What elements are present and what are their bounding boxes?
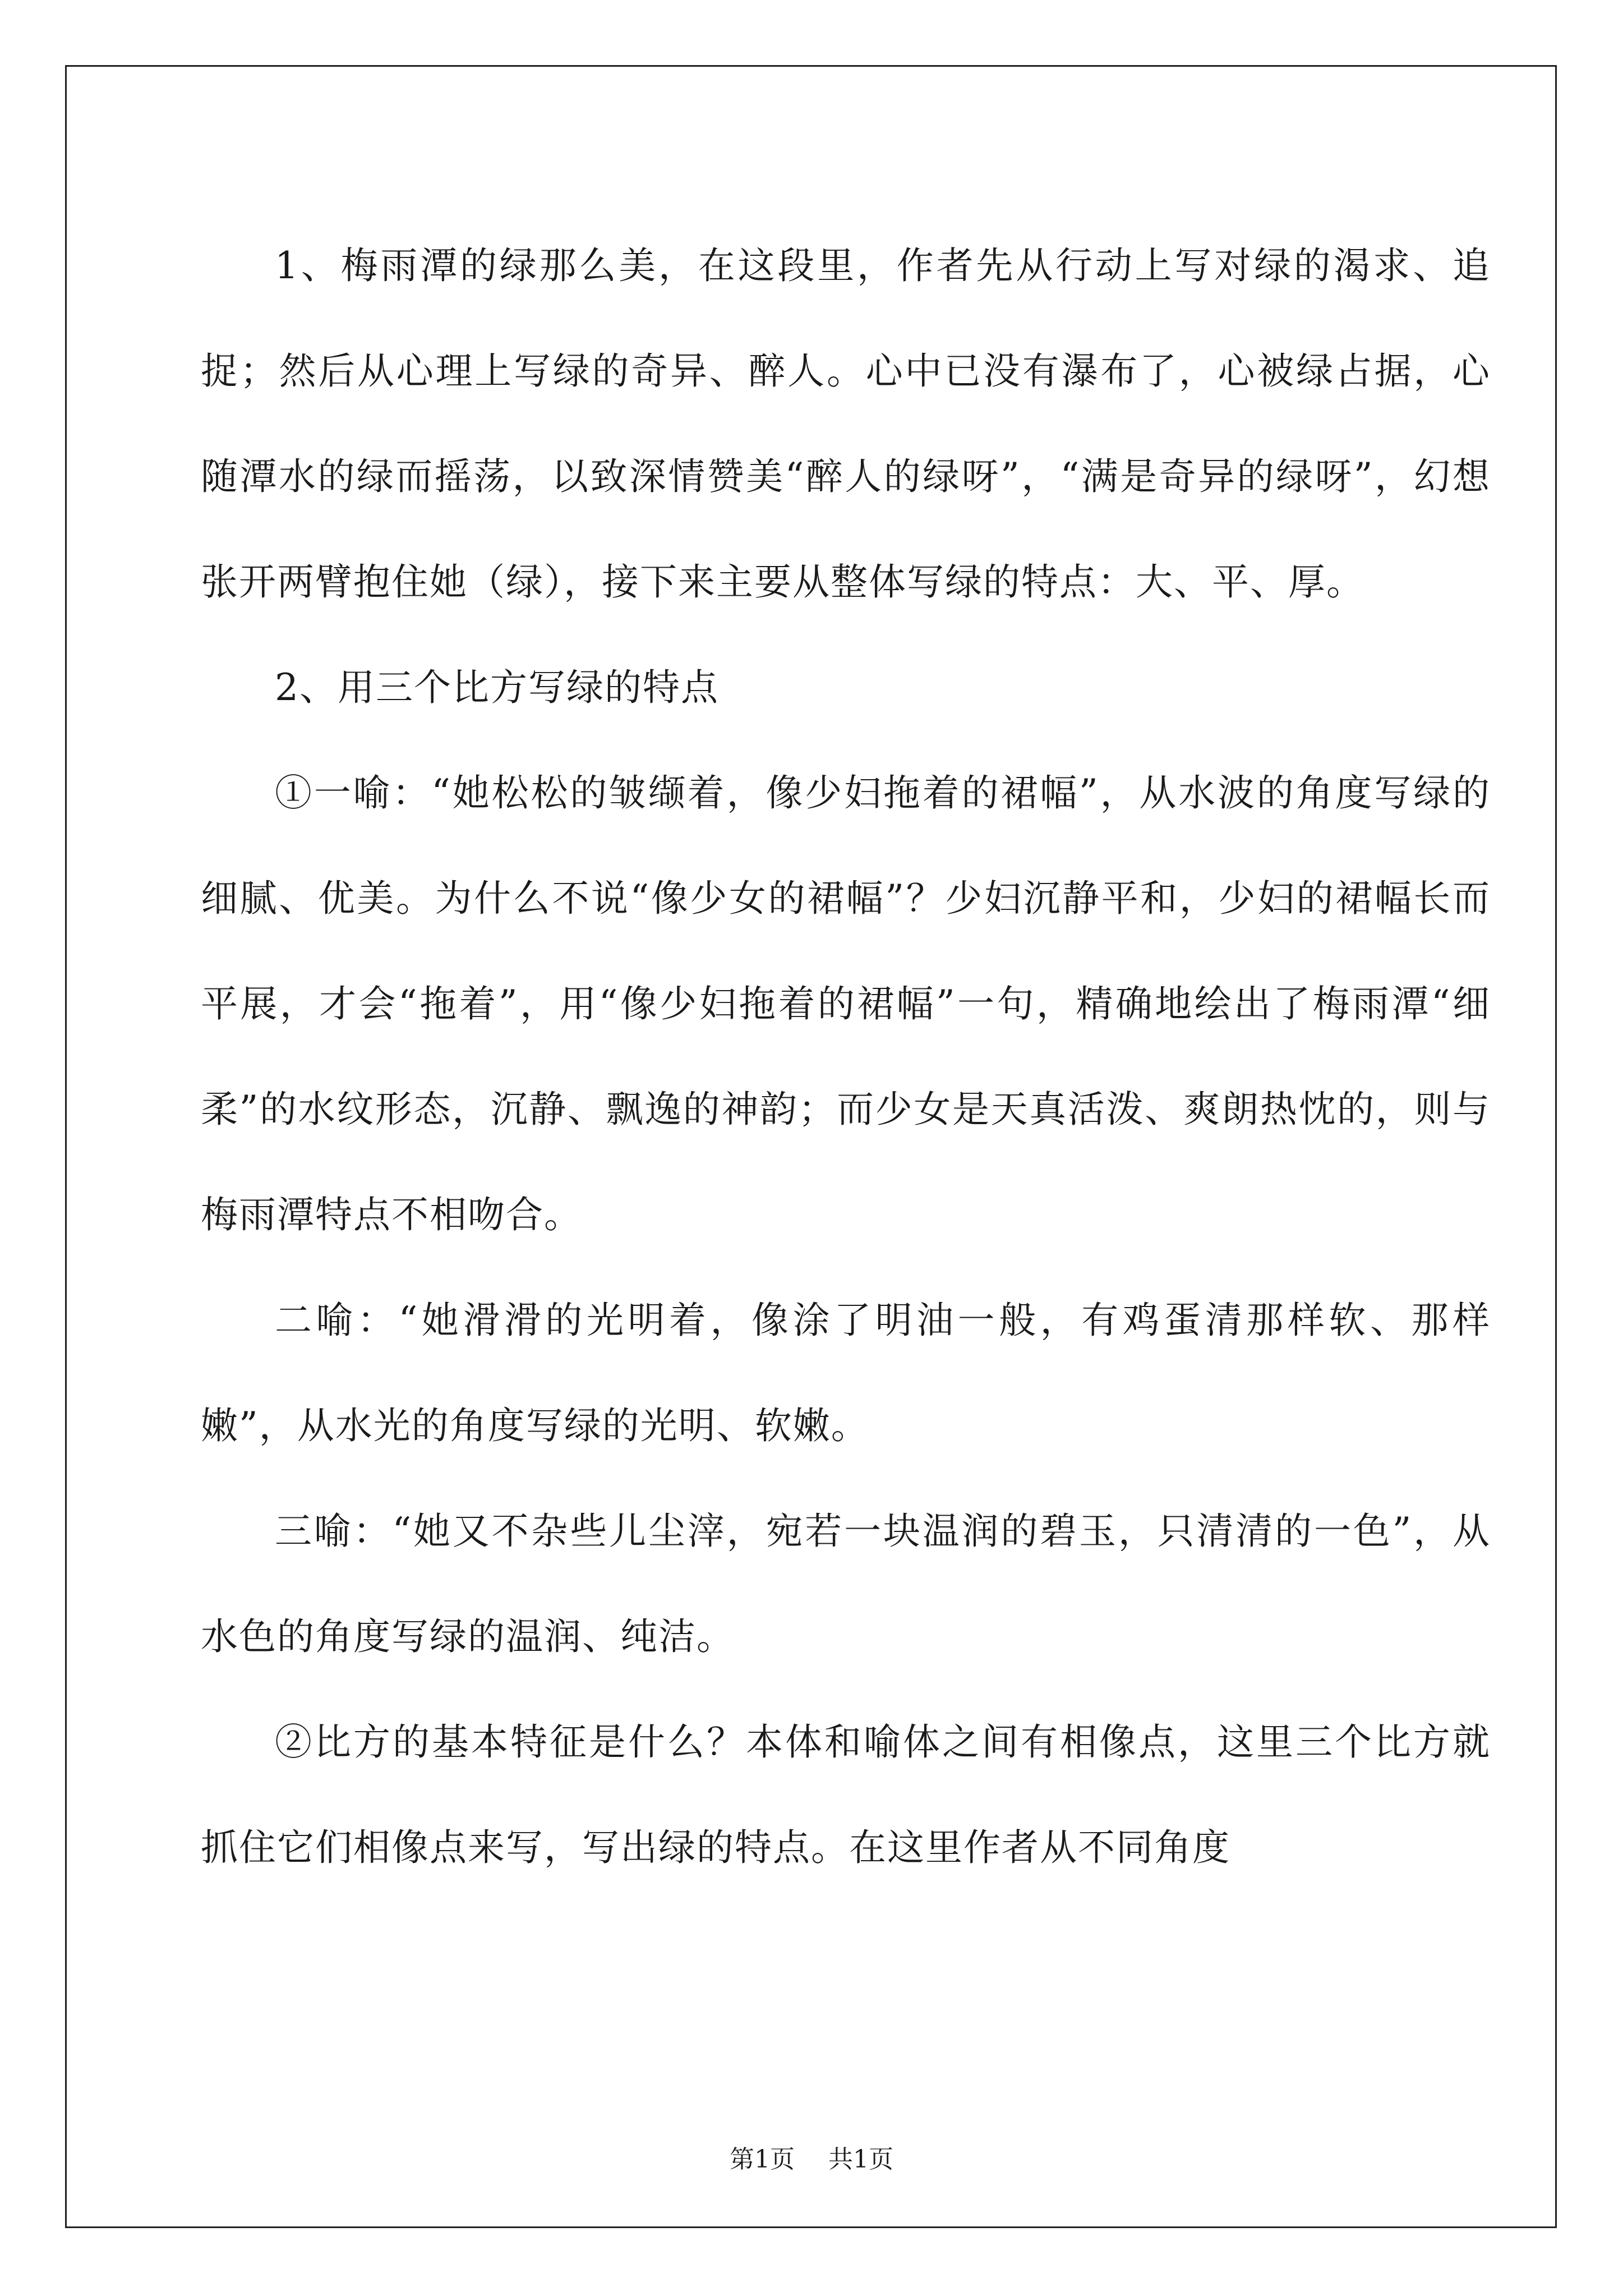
page-total: 共1页 xyxy=(828,2145,893,2174)
paragraph-1: 1、梅雨潭的绿那么美，在这段里，作者先从行动上写对绿的渴求、追捉；然后从心理上写绿的奇异、醉人。心中已没有瀑布了，心被绿占据，心随潭水的绿而摇荡，以致深情赞美“醉人的绿呀”，“满是奇异的绿呀”，幻想张开两臂抱住她（绿），接下来主要从整体写绿的特点：大、平、厚。 xyxy=(201,244,1491,604)
paragraph-5: 三喻：“她又不杂些儿尘滓，宛若一块温润的碧玉，只清清的一色”，从水色的角度写绿的温润、纯洁。 xyxy=(201,1510,1491,1658)
paragraph-2: 2、用三个比方写绿的特点 xyxy=(275,666,719,709)
page-number: 第1页 xyxy=(730,2145,795,2174)
paragraph-6: ②比方的基本特征是什么？本体和喻体之间有相像点，这里三个比方就抓住它们相像点来写，写出绿的特点。在这里作者从不同角度 xyxy=(201,1720,1491,1869)
paragraph-3: ①一喻：“她松松的皱缬着，像少妇拖着的裙幅”，从水波的角度写绿的细腻、优美。为什么不说“像少女的裙幅”？少妇沉静平和，少妇的裙幅长而平展，才会“拖着”，用“像少妇拖着的裙幅”一句，精确地绘出了梅雨潭“细柔”的水纹形态，沉静、飘逸的神韵；而少女是天真活泼、爽朗热忱的，则与梅雨潭特点不相吻合。 xyxy=(201,771,1491,1236)
page-footer xyxy=(0,2143,1623,2177)
document-body xyxy=(201,213,1491,1901)
paragraph-4: 二喻：“她滑滑的光明着，像涂了明油一般，有鸡蛋清那样软、那样嫩”，从水光的角度写绿的光明、软嫩。 xyxy=(201,1299,1491,1447)
